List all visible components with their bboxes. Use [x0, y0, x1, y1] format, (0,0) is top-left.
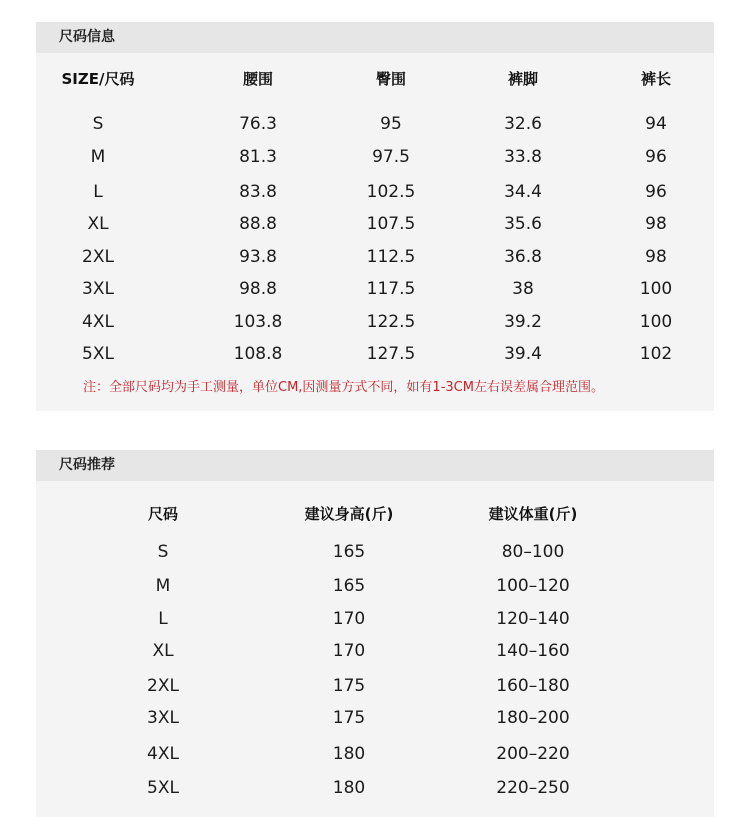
- size-recommend-cell: 180: [332, 778, 366, 798]
- size-recommend-cell: 160–180: [496, 676, 570, 696]
- size-info-cell: 83.8: [239, 182, 277, 202]
- size-info-cell: 2XL: [82, 247, 114, 267]
- size-recommend-cell: 170: [332, 641, 366, 661]
- size-recommend-cell: 3XL: [147, 708, 179, 728]
- size-info-header-cell: 裤长: [640, 70, 672, 88]
- size-recommend-cell: 5XL: [147, 778, 179, 798]
- measurement-note: 注：全部尺码均为手工测量，单位CM,因测量方式不同，如有1-3CM左右误差属合理范围。: [83, 380, 604, 395]
- size-info-cell: 33.8: [504, 147, 542, 167]
- size-recommend-cell: 120–140: [496, 609, 570, 629]
- size-info-cell: 117.5: [366, 279, 416, 299]
- size-recommend-cell: 175: [332, 708, 366, 728]
- size-info-cell: 122.5: [366, 312, 416, 332]
- size-info-cell: 98: [645, 247, 667, 267]
- size-info-cell: 103.8: [233, 312, 283, 332]
- size-info-cell: 98: [645, 214, 667, 234]
- size-info-cell: 97.5: [372, 147, 410, 167]
- size-info-cell: 32.6: [504, 114, 542, 134]
- size-info-header-cell: 裤脚: [507, 70, 539, 88]
- size-info-cell: 93.8: [239, 247, 277, 267]
- size-recommend-cell: 180: [332, 744, 366, 764]
- size-recommend-cell: 170: [332, 609, 366, 629]
- size-recommend-cell: 140–160: [496, 641, 570, 661]
- size-recommend-cell: L: [158, 609, 168, 629]
- size-info-cell: XL: [87, 214, 109, 234]
- size-recommend-cell: 220–250: [496, 778, 570, 798]
- size-recommend-cell: 165: [332, 542, 366, 562]
- size-recommend-cell: 2XL: [147, 676, 179, 696]
- size-recommend-header-cell: 建议体重(斤): [488, 505, 578, 523]
- size-info-cell: 102: [639, 344, 673, 364]
- size-recommend-cell: 100–120: [496, 576, 570, 596]
- size-recommend-title: 尺码推荐: [36, 450, 714, 481]
- size-info-cell: 108.8: [233, 344, 283, 364]
- size-recommend-header-cell: 尺码: [147, 505, 179, 523]
- size-info-cell: 76.3: [239, 114, 277, 134]
- size-info-cell: 39.4: [504, 344, 542, 364]
- size-info-cell: 5XL: [82, 344, 114, 364]
- size-info-cell: 107.5: [366, 214, 416, 234]
- size-recommend-cell: 180–200: [496, 708, 570, 728]
- size-recommend-cell: 80–100: [501, 542, 565, 562]
- size-info-cell: 4XL: [82, 312, 114, 332]
- size-info-cell: 35.6: [504, 214, 542, 234]
- size-info-header-cell: 臀围: [375, 70, 407, 88]
- size-recommend-cell: 165: [332, 576, 366, 596]
- size-recommend-panel: [36, 450, 714, 817]
- size-info-cell: 102.5: [366, 182, 416, 202]
- size-info-cell: 100: [639, 312, 673, 332]
- size-info-cell: 38: [512, 279, 534, 299]
- size-info-cell: 96: [645, 182, 667, 202]
- size-recommend-header-cell: 建议身高(斤): [304, 505, 394, 523]
- size-info-cell: 3XL: [82, 279, 114, 299]
- size-info-cell: 98.8: [239, 279, 277, 299]
- size-info-header-cell: 腰围: [242, 70, 274, 88]
- size-info-cell: 94: [645, 114, 667, 134]
- size-recommend-cell: XL: [152, 641, 174, 661]
- size-info-cell: 112.5: [366, 247, 416, 267]
- size-recommend-cell: 175: [332, 676, 366, 696]
- size-info-cell: 81.3: [239, 147, 277, 167]
- size-info-cell: 127.5: [366, 344, 416, 364]
- size-info-cell: L: [93, 182, 103, 202]
- size-recommend-cell: S: [157, 542, 169, 562]
- size-info-cell: 36.8: [504, 247, 542, 267]
- size-info-cell: 96: [645, 147, 667, 167]
- size-info-header-cell: SIZE/尺码: [61, 70, 135, 88]
- size-info-cell: 88.8: [239, 214, 277, 234]
- size-recommend-cell: M: [155, 576, 171, 596]
- size-info-cell: M: [90, 147, 106, 167]
- size-recommend-cell: 200–220: [496, 744, 570, 764]
- size-info-cell: 39.2: [504, 312, 542, 332]
- size-info-cell: 100: [639, 279, 673, 299]
- size-info-title: 尺码信息: [36, 22, 714, 53]
- size-info-cell: S: [92, 114, 104, 134]
- size-recommend-cell: 4XL: [147, 744, 179, 764]
- size-info-panel: [36, 22, 714, 411]
- size-info-cell: 95: [380, 114, 402, 134]
- size-info-cell: 34.4: [504, 182, 542, 202]
